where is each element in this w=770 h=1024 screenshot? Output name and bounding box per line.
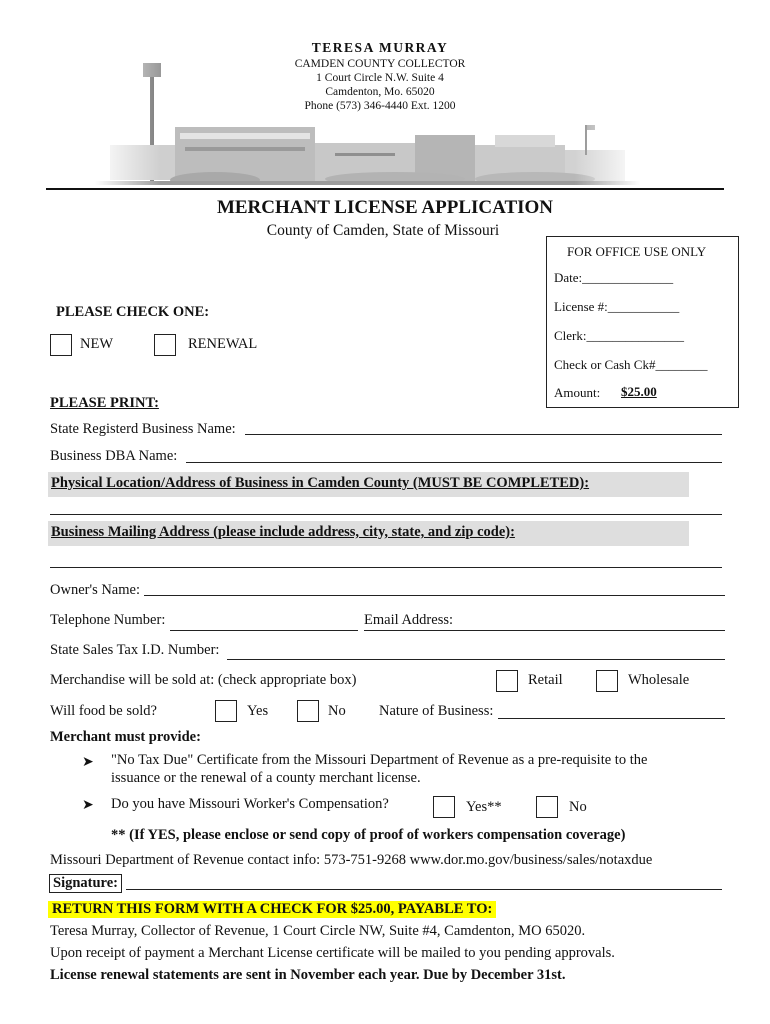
tax-id-line[interactable] [227, 659, 725, 660]
telephone-label: Telephone Number: [50, 612, 166, 628]
food-label: Will food be sold? [50, 703, 157, 719]
dor-contact: Missouri Department of Revenue contact info: 573-751-9268 www.dor.mo.gov/business/sales/notaxdue [50, 852, 653, 868]
renewal-note: License renewal statements are sent in November each year. Due by December 31st. [50, 967, 566, 983]
merchant-provide-heading: Merchant must provide: [50, 729, 201, 745]
collector-phone: Phone (573) 346-4440 Ext. 1200 [304, 100, 456, 112]
payee-address: Teresa Murray, Collector of Revenue, 1 Court Circle NW, Suite #4, Camdenton, MO 65020. [50, 923, 586, 939]
email-label: Email Address: [364, 612, 454, 628]
collector-address-2: Camdenton, Mo. 65020 [325, 86, 435, 98]
header-divider [46, 188, 724, 190]
food-no-label: No [328, 703, 346, 719]
physical-address-line[interactable] [50, 514, 722, 515]
mailing-address-label: Business Mailing Address (please include address, city, state, and zip code): [51, 524, 515, 540]
owner-name-line[interactable] [144, 595, 725, 596]
nature-label: Nature of Business: [379, 703, 494, 719]
new-option-label: NEW [80, 336, 114, 352]
merchandise-label: Merchandise will be sold at: (check appropriate box) [50, 672, 357, 688]
telephone-line[interactable] [170, 630, 358, 631]
signature-line[interactable] [126, 889, 722, 890]
workers-comp-no-label: No [569, 799, 587, 815]
dba-name-label: Business DBA Name: [50, 448, 178, 464]
check-one-label: PLEASE CHECK ONE: [56, 304, 210, 320]
registered-name-label: State Registerd Business Name: [50, 421, 236, 437]
please-print-label: PLEASE PRINT: [50, 395, 159, 411]
dba-name-line[interactable] [186, 462, 722, 463]
return-note: RETURN THIS FORM WITH A CHECK FOR $25.00, PAYABLE TO: [48, 901, 496, 918]
form-subtitle: County of Camden, State of Missouri [266, 222, 500, 239]
office-amount-value: $25.00 [621, 384, 657, 399]
arrow-bullet-icon: ➤ [82, 755, 94, 770]
no-tax-due-line-1: "No Tax Due" Certificate from the Missouri Department of Revenue as a pre-requisite to the [111, 752, 648, 768]
office-check-field: Check or Cash Ck#________ [554, 357, 708, 372]
collector-office: CAMDEN COUNTY COLLECTOR [294, 58, 466, 70]
renewal-option-label: RENEWAL [188, 336, 258, 352]
arrow-bullet-icon: ➤ [82, 798, 94, 813]
receipt-note: Upon receipt of payment a Merchant License certificate will be mailed to you pending approvals. [50, 945, 615, 961]
email-line[interactable] [364, 630, 725, 631]
food-yes-label: Yes [247, 703, 269, 719]
food-yes-checkbox[interactable] [215, 700, 237, 722]
office-use-box [546, 236, 739, 408]
registered-name-line[interactable] [245, 434, 722, 435]
office-date-field: Date:______________ [554, 270, 674, 285]
new-checkbox[interactable] [50, 334, 72, 356]
no-tax-due-line-2: issuance or the renewal of a county merchant license. [111, 770, 421, 786]
office-amount-label: Amount: [554, 385, 601, 400]
nature-line[interactable] [498, 718, 725, 719]
wholesale-checkbox[interactable] [596, 670, 618, 692]
retail-checkbox[interactable] [496, 670, 518, 692]
food-no-checkbox[interactable] [297, 700, 319, 722]
owner-name-label: Owner's Name: [50, 582, 140, 598]
wholesale-label: Wholesale [628, 672, 690, 688]
renewal-checkbox[interactable] [154, 334, 176, 356]
retail-label: Retail [528, 672, 563, 688]
office-license-field: License #:___________ [554, 299, 680, 314]
tax-id-label: State Sales Tax I.D. Number: [50, 642, 220, 658]
workers-comp-yes-label: Yes** [466, 799, 502, 815]
office-clerk-field: Clerk:_______________ [554, 328, 684, 343]
collector-name: TERESA MURRAY [311, 40, 449, 55]
workers-comp-note: ** (If YES, please enclose or send copy of proof of workers compensation coverage) [111, 827, 626, 843]
workers-comp-no-checkbox[interactable] [536, 796, 558, 818]
mailing-address-line[interactable] [50, 567, 722, 568]
workers-comp-yes-checkbox[interactable] [433, 796, 455, 818]
signature-label: Signature: [49, 874, 122, 893]
physical-address-label: Physical Location/Address of Business in Camden County (MUST BE COMPLETED): [51, 475, 590, 491]
form-title: MERCHANT LICENSE APPLICATION [216, 197, 554, 218]
office-use-heading: FOR OFFICE USE ONLY [567, 244, 707, 259]
collector-address-1: 1 Court Circle N.W. Suite 4 [316, 72, 444, 84]
workers-comp-question: Do you have Missouri Worker's Compensation? [111, 796, 389, 812]
